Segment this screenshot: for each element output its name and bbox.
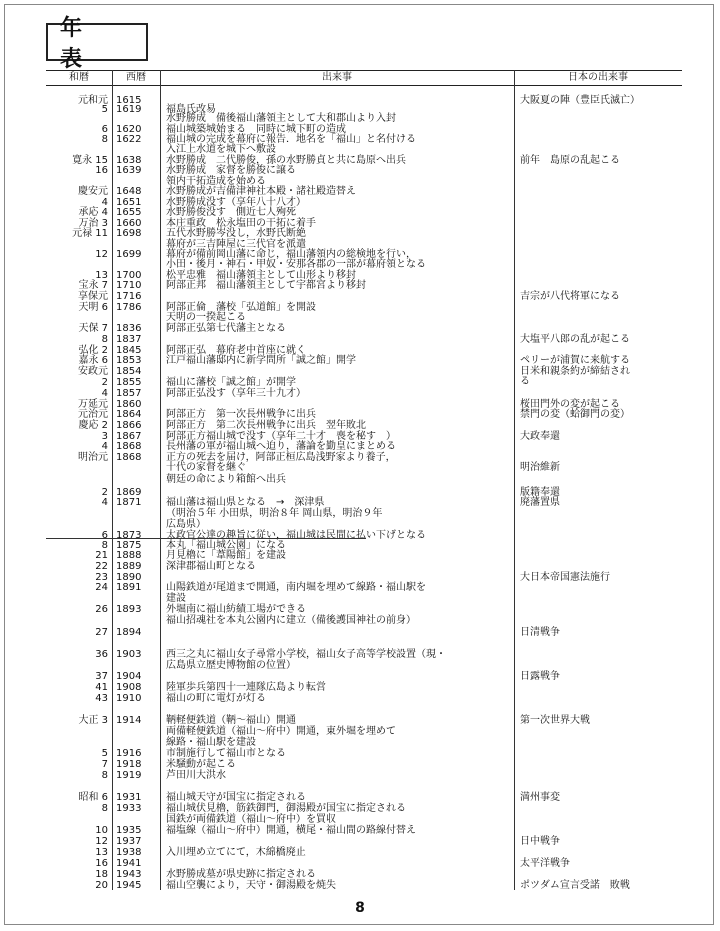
page-title: 年 表	[60, 16, 97, 72]
event-cell: 陸軍歩兵第四十一連隊広島より転営	[166, 682, 326, 693]
event-cell: 阿部正弘没す（享年三十九才）	[166, 388, 306, 399]
wareki-cell: 16	[95, 165, 108, 176]
event-cell: 十代の家督を継ぐ	[166, 462, 246, 473]
seireki-cell: 1853	[116, 355, 142, 366]
event-cell: 月見櫓に「葦陽館」を建設	[166, 550, 286, 561]
event-cell: 芦田川大洪水	[166, 770, 226, 781]
event-cell: （明治５年 小田県，明治８年 岡山県，明治９年	[166, 508, 383, 519]
wareki-cell: 7	[101, 759, 108, 770]
wareki-cell: 26	[95, 604, 108, 615]
wareki-cell: 37	[95, 671, 108, 682]
wareki-cell: 寛永 15	[72, 155, 108, 166]
wareki-cell: 18	[95, 869, 108, 880]
event-cell: 福山に藩校「誠之館」が開学	[166, 377, 296, 388]
seireki-cell: 1622	[116, 134, 142, 145]
seireki-cell: 1893	[116, 604, 142, 615]
japan-event-cell: 禁門の変（蛤御門の変）	[520, 409, 630, 420]
japan-event-cell: 太平洋戦争	[520, 858, 570, 869]
wareki-cell: 43	[95, 693, 108, 704]
japan-event-cell: ペリーが浦賀に来航する	[520, 355, 630, 366]
japan-event-cell: 日露戦争	[520, 671, 560, 682]
wareki-cell: 万延元	[78, 399, 108, 410]
wareki-cell: 嘉永 6	[78, 355, 108, 366]
header-japan: 日本の出来事	[568, 72, 628, 83]
event-cell: 阿部正弘 幕府老中首座に就く	[166, 345, 306, 356]
seireki-cell: 1866	[116, 420, 142, 431]
wareki-cell: 8	[101, 334, 108, 345]
japan-event-cell: 桜田門外の変が起こる	[520, 399, 620, 410]
page-title-box	[46, 16, 148, 72]
wareki-cell: 13	[95, 847, 108, 858]
seireki-cell: 1619	[116, 104, 142, 115]
wareki-cell: 41	[95, 682, 108, 693]
japan-event-cell: 明治維新	[520, 462, 560, 473]
column-divider	[514, 70, 515, 890]
header-event: 出来事	[322, 72, 352, 83]
seireki-cell: 1918	[116, 759, 142, 770]
event-cell: 阿部正方福山城で没す（享年二十才 喪を秘す ）	[166, 431, 396, 442]
event-cell: 建設	[166, 593, 186, 604]
wareki-cell: 宝永 7	[78, 280, 108, 291]
seireki-cell: 1648	[116, 186, 142, 197]
wareki-cell: 元治元	[78, 409, 108, 420]
wareki-cell: 8	[101, 770, 108, 781]
event-cell: 西三之丸に福山女子尋常小学校，福山女子高等学校設置（現・	[166, 649, 446, 660]
japan-event-cell: 吉宗が八代将軍になる	[520, 291, 620, 302]
seireki-cell: 1890	[116, 572, 142, 583]
wareki-cell: 8	[101, 540, 108, 551]
seireki-cell: 1867	[116, 431, 142, 442]
wareki-cell: 4	[101, 497, 108, 508]
event-cell: 福山城築城始まる 同時に城下町の造成	[166, 124, 346, 135]
seireki-cell: 1716	[116, 291, 142, 302]
event-cell: 福山城天守が国宝に指定される	[166, 792, 306, 803]
event-cell: 阿部正倫 藩校「弘道館」を開設	[166, 302, 316, 313]
seireki-cell: 1888	[116, 550, 142, 561]
wareki-cell: 4	[101, 441, 108, 452]
seireki-cell: 1891	[116, 582, 142, 593]
japan-event-cell: ポツダム宣言受諾 敗戦	[520, 880, 630, 891]
event-cell: 両備軽便鉄道（福山～府中）開通，東外堀を埋めて	[166, 726, 396, 737]
seireki-cell: 1931	[116, 792, 142, 803]
wareki-cell: 23	[95, 572, 108, 583]
wareki-cell: 万治 3	[78, 218, 108, 229]
wareki-cell: 慶安元	[78, 186, 108, 197]
seireki-cell: 1710	[116, 280, 142, 291]
seireki-cell: 1700	[116, 270, 142, 281]
column-divider	[112, 70, 113, 890]
event-cell: 広島県）	[166, 519, 206, 530]
event-cell: 福山空襲により，天守・御湯殿を焼失	[166, 880, 336, 891]
japan-event-cell: 日清戦争	[520, 627, 560, 638]
event-cell: 水野勝成墓が県史跡に指定される	[166, 869, 316, 880]
japan-event-cell: 版籍奉還	[520, 487, 560, 498]
wareki-cell: 21	[95, 550, 108, 561]
page-number: 8	[355, 900, 365, 916]
wareki-cell: 享保元	[78, 291, 108, 302]
wareki-cell: 36	[95, 649, 108, 660]
event-cell: 外堀南に福山紡績工場ができる	[166, 604, 306, 615]
wareki-cell: 16	[95, 858, 108, 869]
event-cell: 水野勝成 二代勝俊，孫の水野勝貞と共に島原へ出兵	[166, 155, 406, 166]
wareki-cell: 24	[95, 582, 108, 593]
seireki-cell: 1916	[116, 748, 142, 759]
seireki-cell: 1938	[116, 847, 142, 858]
seireki-cell: 1868	[116, 441, 142, 452]
event-cell: 米騒動が起こる	[166, 759, 236, 770]
seireki-cell: 1904	[116, 671, 142, 682]
wareki-cell: 4	[101, 388, 108, 399]
event-cell: 阿部正方 第二次長州戦争に出兵 翌年敗北	[166, 420, 366, 431]
seireki-cell: 1875	[116, 540, 142, 551]
event-cell: 山陽鉄道が尾道まで開通，南内堀を埋めて線路・福山駅を	[166, 582, 426, 593]
seireki-cell: 1845	[116, 345, 142, 356]
wareki-cell: 12	[95, 836, 108, 847]
event-cell: 広島県立歴史博物館の位置）	[166, 660, 296, 671]
event-cell: 福山藩は福山県となる → 深津県	[166, 497, 325, 508]
wareki-cell: 12	[95, 249, 108, 260]
event-cell: 市制施行して福山市となる	[166, 748, 286, 759]
japan-event-cell: 前年 島原の乱起こる	[520, 155, 620, 166]
seireki-cell: 1638	[116, 155, 142, 166]
seireki-cell: 1869	[116, 487, 142, 498]
column-divider	[160, 70, 161, 890]
event-cell: 阿部正方 第一次長州戦争に出兵	[166, 409, 316, 420]
wareki-cell: 慶応 2	[78, 420, 108, 431]
event-cell: 線路・福山駅を建設	[166, 737, 256, 748]
wareki-cell: 6	[101, 530, 108, 541]
seireki-cell: 1836	[116, 323, 142, 334]
header-seireki: 西暦	[126, 72, 146, 83]
event-cell: 朝廷の命により箱館へ出兵	[166, 474, 286, 485]
wareki-cell: 天明 6	[78, 302, 108, 313]
event-cell: 阿部正弘第七代藩主となる	[166, 323, 286, 334]
wareki-cell: 8	[101, 803, 108, 814]
seireki-cell: 1873	[116, 530, 142, 541]
wareki-cell: 承応 4	[78, 207, 108, 218]
seireki-cell: 1871	[116, 497, 142, 508]
event-cell: 国鉄が両備鉄道（福山～府中）を買収	[166, 814, 336, 825]
wareki-cell: 2	[101, 487, 108, 498]
event-cell: 入江上水道を城下へ敷設	[166, 144, 276, 155]
seireki-cell: 1868	[116, 452, 142, 463]
event-cell: 阿部正邦 福山藩領主として宇都宮より移封	[166, 280, 366, 291]
wareki-cell: 5	[101, 104, 108, 115]
seireki-cell: 1943	[116, 869, 142, 880]
wareki-cell: 8	[101, 134, 108, 145]
seireki-cell: 1914	[116, 715, 142, 726]
wareki-cell: 22	[95, 561, 108, 572]
seireki-cell: 1894	[116, 627, 142, 638]
wareki-cell: 6	[101, 124, 108, 135]
seireki-cell: 1854	[116, 366, 142, 377]
event-cell: 水野勝俊没す 側近七人殉死	[166, 207, 296, 218]
event-cell: 福山城伏見櫓，筋鉄御門，御湯殿が国宝に指定される	[166, 803, 406, 814]
event-cell: 江戸福山藩邸内に新学問所「誠之館」開学	[166, 355, 356, 366]
seireki-cell: 1857	[116, 388, 142, 399]
event-cell: 本庄重政 松永塩田の干拓に着手	[166, 218, 316, 229]
event-cell: 正方の死去を届け，阿部正桓広島浅野家より養子，	[166, 452, 396, 463]
seireki-cell: 1910	[116, 693, 142, 704]
seireki-cell: 1639	[116, 165, 142, 176]
event-cell: 本丸「福山城公園」になる	[166, 540, 286, 551]
japan-event-cell: 日米和親条約が締結され	[520, 366, 630, 377]
wareki-cell: 2	[101, 377, 108, 388]
wareki-cell: 20	[95, 880, 108, 891]
seireki-cell: 1699	[116, 249, 142, 260]
divider-line	[46, 538, 366, 539]
event-cell: 小田・後月・神石・甲奴・安那各郡の一部が幕府領となる	[166, 259, 426, 270]
event-cell: 領内干拓造成を始める	[166, 176, 266, 187]
wareki-cell: 10	[95, 825, 108, 836]
seireki-cell: 1941	[116, 858, 142, 869]
seireki-cell: 1903	[116, 649, 142, 660]
event-cell: 天明の一揆起こる	[166, 312, 246, 323]
seireki-cell: 1655	[116, 207, 142, 218]
wareki-cell: 安政元	[78, 366, 108, 377]
seireki-cell: 1698	[116, 228, 142, 239]
seireki-cell: 1855	[116, 377, 142, 388]
seireki-cell: 1933	[116, 803, 142, 814]
event-cell: 五代水野勝岑没し，水野氏断絶	[166, 228, 306, 239]
seireki-cell: 1786	[116, 302, 142, 313]
event-cell: 福山城の完成を幕府に報告．地名を「福山」と名付ける	[166, 134, 416, 145]
japan-event-cell: 大政奉還	[520, 431, 560, 442]
seireki-cell: 1860	[116, 399, 142, 410]
wareki-cell: 3	[101, 431, 108, 442]
table-header	[46, 70, 682, 86]
event-cell: 水野勝成没す（享年八十八才）	[166, 197, 306, 208]
seireki-cell: 1660	[116, 218, 142, 229]
seireki-cell: 1651	[116, 197, 142, 208]
event-cell: 松平忠雅 福山藩領主として山形より移封	[166, 270, 356, 281]
wareki-cell: 27	[95, 627, 108, 638]
wareki-cell: 天保 7	[78, 323, 108, 334]
japan-event-cell: 日中戦争	[520, 836, 560, 847]
seireki-cell: 1935	[116, 825, 142, 836]
japan-event-cell: る	[520, 376, 530, 387]
seireki-cell: 1908	[116, 682, 142, 693]
wareki-cell: 5	[101, 748, 108, 759]
japan-event-cell: 廃藩置県	[520, 497, 560, 508]
wareki-cell: 元和元	[78, 95, 108, 106]
event-cell: 水野勝成 家督を勝俊に譲る	[166, 165, 296, 176]
wareki-cell: 13	[95, 270, 108, 281]
seireki-cell: 1945	[116, 880, 142, 891]
event-cell: 幕府が備前岡山藩に命じ，福山藩領内の総検地を行い，	[166, 249, 416, 260]
wareki-cell: 4	[101, 197, 108, 208]
seireki-cell: 1837	[116, 334, 142, 345]
header-wareki: 和暦	[69, 72, 89, 83]
event-cell: 福山の町に電灯が灯る	[166, 693, 266, 704]
event-cell: 水野勝成が吉備津神社本殿・諸社殿造替え	[166, 186, 356, 197]
event-cell: 入川埋め立てにて，木綿橋廃止	[166, 847, 306, 858]
event-cell: 水野勝成 備後福山藩領主として大和郡山より入封	[166, 113, 396, 124]
seireki-cell: 1937	[116, 836, 142, 847]
wareki-cell: 大正 3	[78, 715, 108, 726]
seireki-cell: 1615	[116, 95, 142, 106]
event-cell: 太政官公達の趣旨に従い，福山城は民間に払い下げとなる	[166, 530, 426, 541]
event-cell: 福島氏改易	[166, 104, 216, 115]
japan-event-cell: 大塩平八郎の乱が起こる	[520, 334, 630, 345]
wareki-cell: 弘化 2	[78, 345, 108, 356]
japan-event-cell: 満州事変	[520, 792, 560, 803]
seireki-cell: 1919	[116, 770, 142, 781]
seireki-cell: 1889	[116, 561, 142, 572]
event-cell: 福山招魂社を本丸公園内に建立（備後護国神社の前身）	[166, 615, 416, 626]
event-cell: 深津郡福山町となる	[166, 561, 256, 572]
japan-event-cell: 大日本帝国憲法施行	[520, 572, 610, 583]
seireki-cell: 1864	[116, 409, 142, 420]
japan-event-cell: 大阪夏の陣（豊臣氏滅亡）	[520, 95, 640, 106]
seireki-cell: 1620	[116, 124, 142, 135]
wareki-cell: 元禄 11	[72, 228, 108, 239]
event-cell: 幕府が三吉陣屋に三代官を派遣	[166, 239, 306, 250]
event-cell: 長州藩の軍が福山城へ迫り，藩論を勤皇にまとめる	[166, 441, 396, 452]
wareki-cell: 昭和 6	[78, 792, 108, 803]
event-cell: 鞆軽便鉄道（鞆～福山）開通	[166, 715, 296, 726]
wareki-cell: 明治元	[78, 452, 108, 463]
event-cell: 福塩線（福山～府中）開通，横尾・福山間の路線付替え	[166, 825, 416, 836]
japan-event-cell: 第一次世界大戦	[520, 715, 590, 726]
